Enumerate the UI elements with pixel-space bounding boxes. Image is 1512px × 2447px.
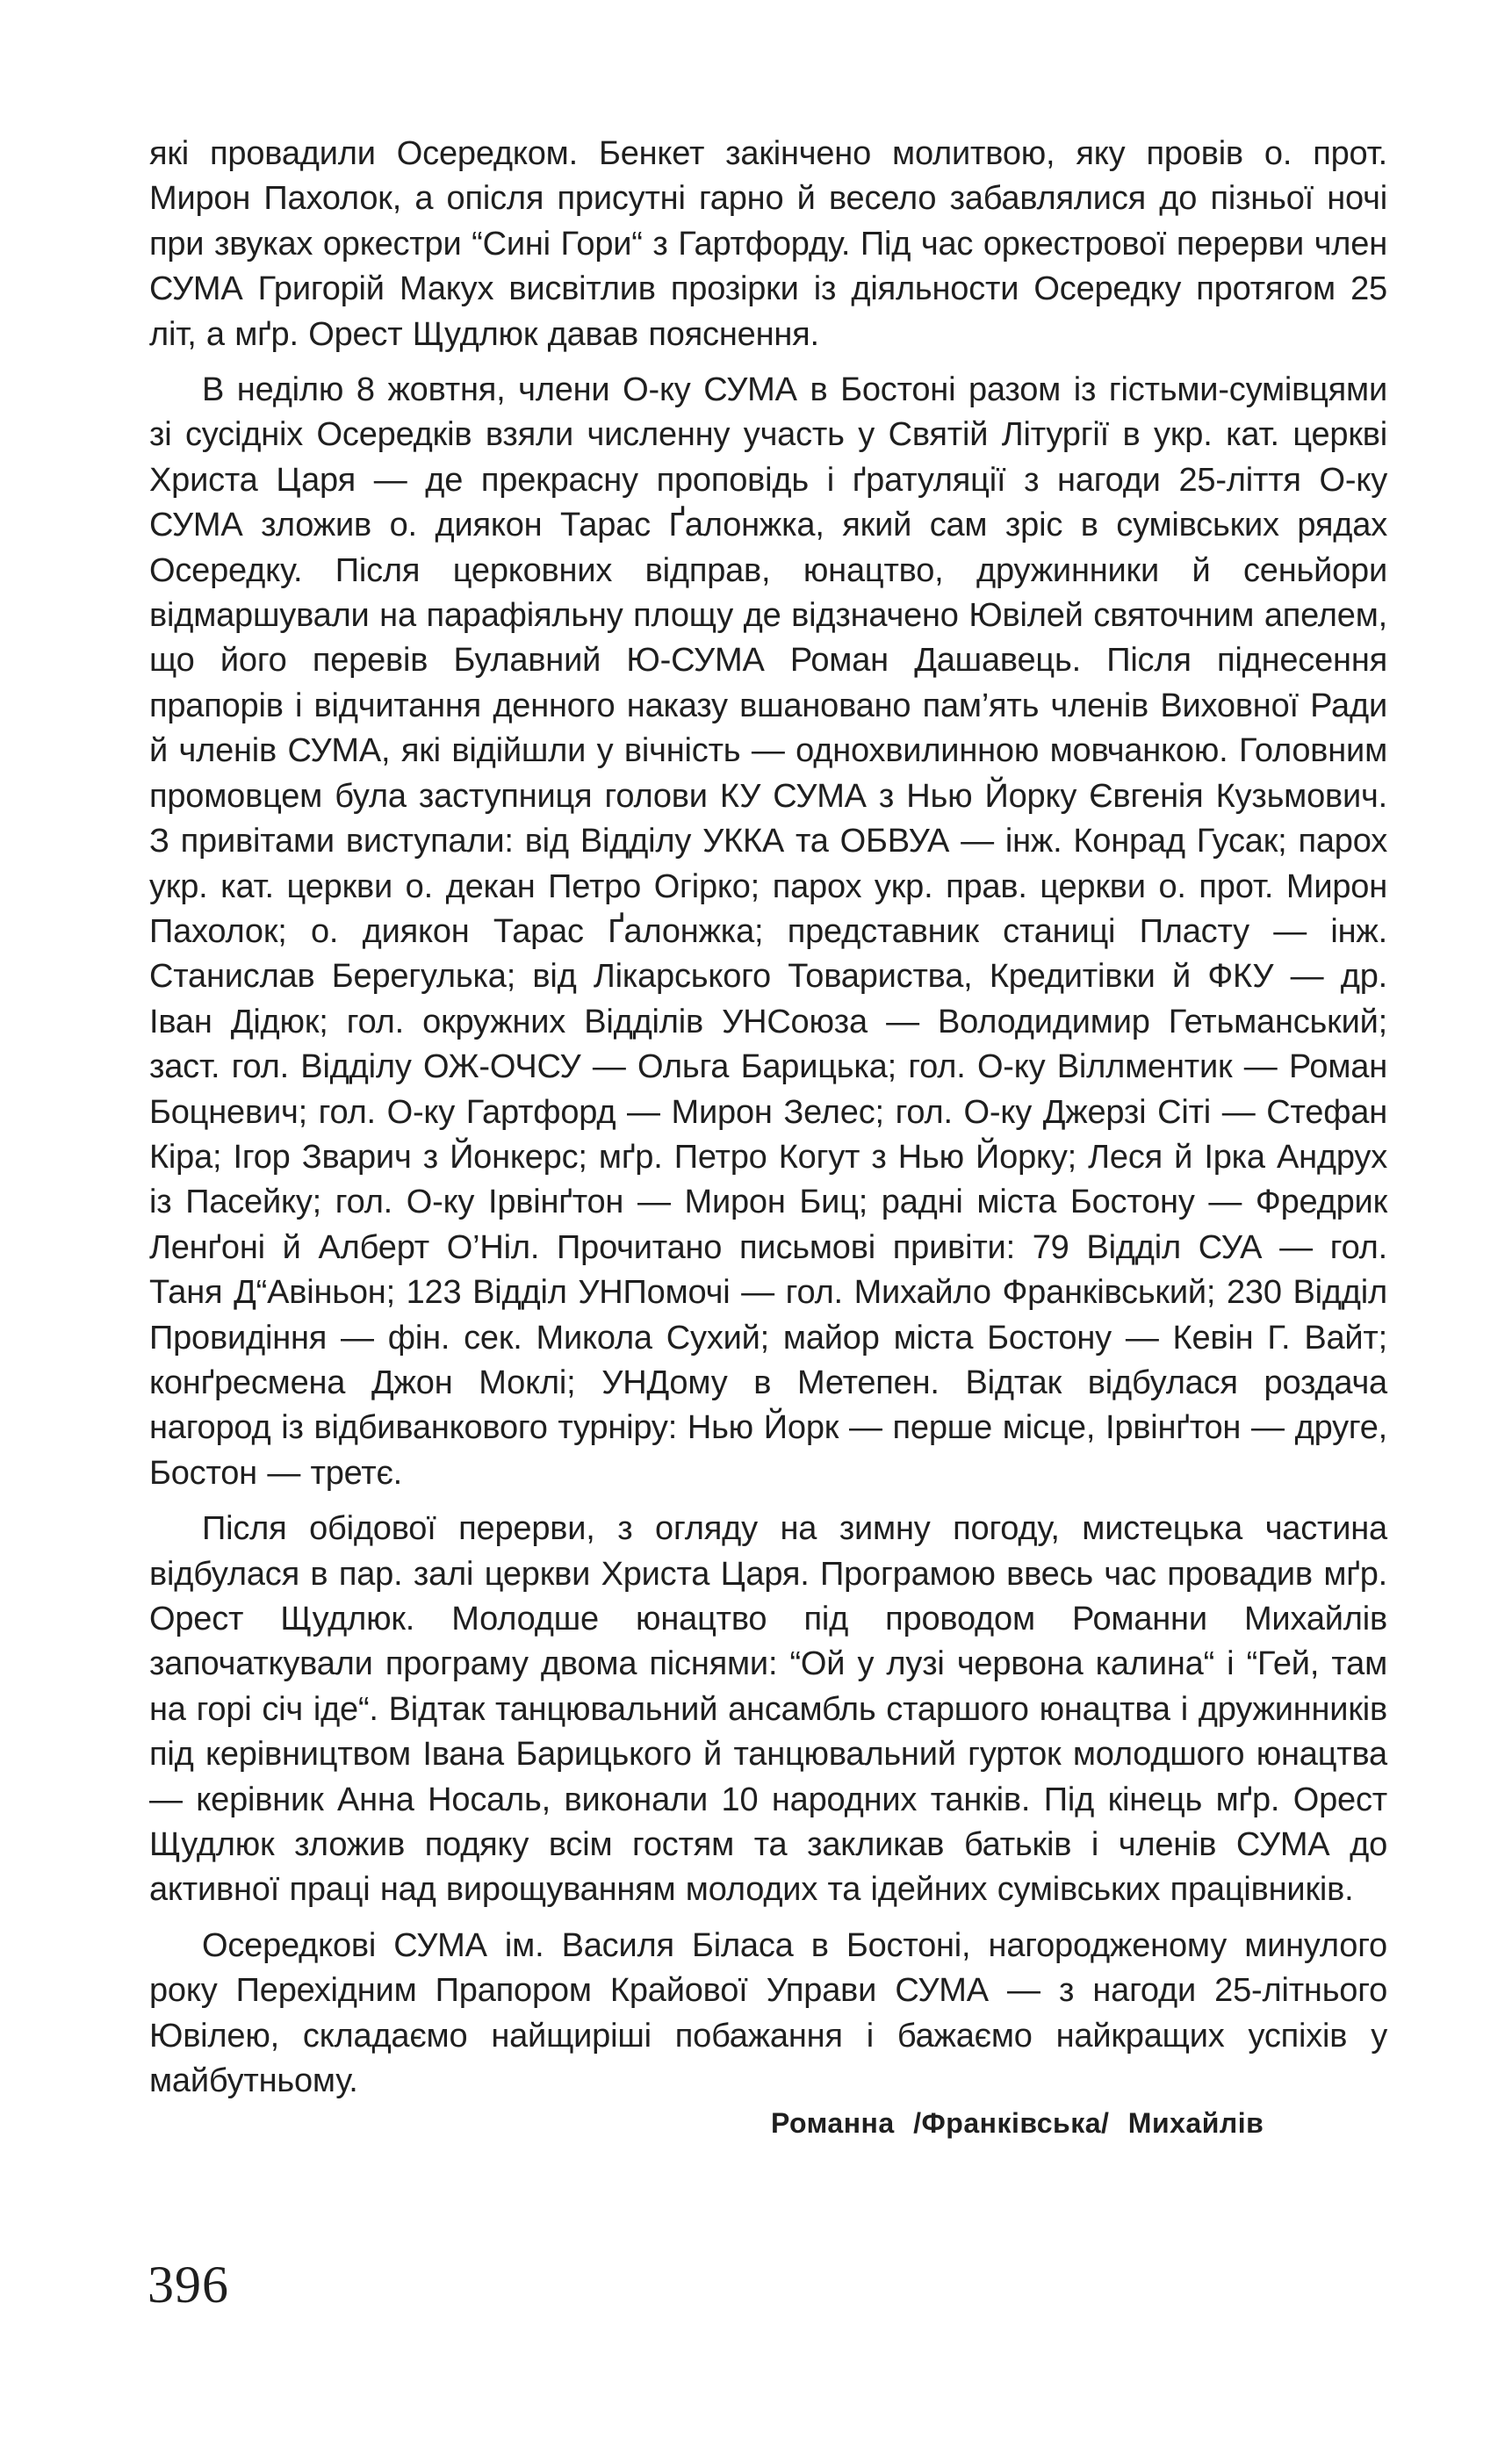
page-number: 396 — [148, 2256, 229, 2314]
paragraph-1: які провадили Осередком. Бенкет закінчено молитвою, яку провів о. прот. Мирон Пахолок, а опісля присутні гарно й весело забавлялися до пізньої ночі при звуках оркестри “Сині Гори“ з Гартфорду. Під час оркестрової перерви член СУМА Григорій Макух висвітлив прозірки із діяльности Осередку протягом 25 літ, а мґр. Орест Щудлюк давав пояснення. — [149, 135, 1387, 353]
paragraph-3: Після обідової перерви, з огляду на зимну погоду, мистецька частина відбулася в пар. залі церкви Христа Царя. Програмою ввесь час провадив мґр. Орест Щудлюк. Молодше юнацтво під проводом Романни Михайлів започаткували програму двома піснями: “Ой у лузі червона калина“ і “Гей, там на горі січ іде“. Відтак танцювальний ансамбль старшого юнацтва і дружинників під керівництвом Івана Барицького й танцювальний гурток молодшого юнацтва — керівник Анна Носаль, виконали 10 народних танків. Під кінець мґр. Орест Щудлюк зложив подяку всім гостям та закликав батьків і членів СУМА до активної праці над вирощуванням молодих та ідейних сумівських працівників. — [149, 1510, 1387, 1909]
article-body — [149, 132, 1387, 2104]
paragraph-4: Осередкові СУМА ім. Василя Біласа в Бостоні, нагородженому минулого року Перехідним Прапором Крайової Управи СУМА — з нагоди 25-літнього Ювілею, складаємо найщиріші побажання і бажаємо найкращих успіхів у майбутньому. — [149, 1926, 1387, 2100]
paragraph-2: В неділю 8 жовтня, члени О-ку СУМА в Бостоні разом із гістьми-сумівцями зі сусідніх Осередків взяли численну участь у Святій Літургії в укр. кат. церкві Христа Царя — де прекрасну проповідь і ґратуляції з нагоди 25-ліття О-ку СУМА зложив о. диякон Тарас Ґалонжка, який сам зріс в сумівських рядах Осередку. Після церковних відправ, юнацтво, дружинники й сеньйори відмаршували на парафіяльну площу де відзначено Ювілей святочним апелем, що його перевів Булавний Ю-СУМА Роман Дашавець. Після піднесення прапорів і відчитання денного наказу вшановано пам’ять членів Виховної Ради й членів СУМА, які відійшли у вічність — однохвилинною мовчанкою. Головним промовцем була заступниця голови КУ СУМА з Нью Йорку Євгенія Кузьмович. З привітами виступали: від Відділу УККА та ОБВУА — інж. Конрад Гусак; парох укр. кат. церкви о. декан Петро Огірко; парох укр. прав. церкви о. прот. Мирон Пахолок; о. диякон Тарас Ґалонжка; представник станиці Пласту — інж. Станислав Берегулька; від Лікарського Товариства, Кредитівки й ФКУ — др. Іван Дідюк; гол. окружних Відділів УНСоюза — Володидимир Гетьманський; заст. гол. Відділу ОЖ-ОЧСУ — Ольга Барицька; гол. О-ку Віллментик — Роман Боцневич; гол. О-ку Гартфорд — Мирон Зелес; гол. О-ку Джерзі Сіті — Стефан Кіра; Ігор Зварич з Йонкерс; мґр. Петро Когут з Нью Йорку; Леся й Ірка Андрух із Пасейку; гол. О-ку Ірвінґтон — Мирон Биц; радні міста Бостону — Фредрик Ленґоні й Алберт О’Ніл. Прочитано письмові привіти: 79 Відділ СУА — гол. Таня Д“Авіньон; 123 Відділ УНПомочі — гол. Михайло Франківський; 230 Відділ Провидіння — фін. сек. Микола Сухий; майор міста Бостону — Кевін Г. Вайт; конґресмена Джон Моклі; УНДому в Метепен. Відтак відбулася роздача нагород із відбиванкового турніру: Нью Йорк — перше місце, Ірвінґтон — друге, Бостон — третє. — [149, 371, 1387, 1492]
author-signature: Романна /Франківська/ Михайлів — [771, 2107, 1264, 2139]
